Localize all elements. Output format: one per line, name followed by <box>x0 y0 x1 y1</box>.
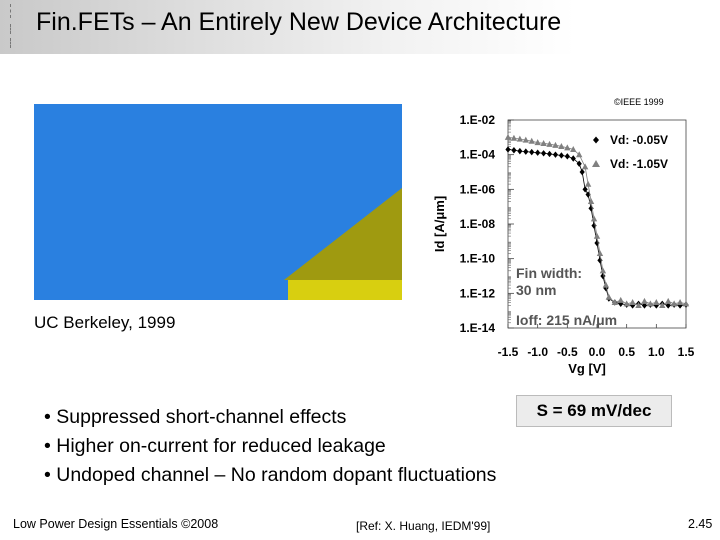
data-point <box>600 267 606 273</box>
bullet-item: • Undoped channel – No random dopant fluctuations <box>44 464 497 486</box>
fin-width-label: Fin width: <box>516 265 583 281</box>
fin-width-value: 30 nm <box>516 282 557 298</box>
copyright-note: ©IEEE 1999 <box>614 97 664 107</box>
data-point <box>565 153 570 159</box>
data-point <box>641 298 647 304</box>
data-point <box>591 215 597 221</box>
x-axis-label: Vg [V] <box>568 361 606 376</box>
y-tick-label: 1.E-06 <box>459 182 495 197</box>
data-point <box>571 155 576 161</box>
image-caption: UC Berkeley, 1999 <box>34 313 176 332</box>
legend-marker <box>592 160 600 167</box>
data-point <box>553 151 558 157</box>
data-point <box>505 146 510 152</box>
x-tick-label: -0.5 <box>556 345 578 359</box>
data-point <box>535 149 540 155</box>
y-tick-label: 1.E-02 <box>459 113 495 127</box>
x-tick-label: 1.5 <box>677 345 695 359</box>
data-point <box>541 150 546 156</box>
x-tick-label: 0.5 <box>618 345 636 359</box>
page-number: 2.45 <box>688 517 713 531</box>
data-point <box>585 181 591 187</box>
x-tick-label: 0.0 <box>588 345 606 359</box>
y-tick-label: 1.E-04 <box>459 147 495 162</box>
data-point <box>559 152 564 158</box>
id-vg-chart <box>424 96 700 383</box>
slide-title: Fin.FETs – An Entirely New Device Architecture <box>36 8 562 36</box>
data-point <box>583 186 588 192</box>
data-point <box>629 299 635 305</box>
fin-base-strip <box>288 280 402 300</box>
y-tick-label: 1.E-12 <box>459 286 495 301</box>
data-point <box>580 169 585 175</box>
x-tick-label: 1.0 <box>647 345 665 359</box>
legend-label: Vd: -1.05V <box>610 157 669 171</box>
data-point <box>653 299 659 305</box>
data-point <box>517 148 522 154</box>
data-point <box>677 299 683 305</box>
y-axis-label: Id [A/μm] <box>432 195 447 253</box>
fin-gate-wedge <box>284 188 402 280</box>
y-tick-label: 1.E-10 <box>459 251 495 266</box>
subthreshold-slope-label: S = 69 mV/dec <box>516 395 672 427</box>
footer-reference: [Ref: X. Huang, IEDM'99] <box>356 519 491 533</box>
data-point <box>665 298 671 304</box>
x-tick-label: -1.0 <box>527 345 549 359</box>
data-point <box>582 163 588 169</box>
data-point <box>606 294 612 300</box>
divider-mark <box>10 4 11 18</box>
divider-mark <box>10 38 11 48</box>
bullet-item: • Higher on-current for reduced leakage <box>44 435 386 457</box>
data-point <box>529 149 534 155</box>
data-point <box>594 233 600 239</box>
data-point <box>603 282 609 288</box>
y-tick-label: 1.E-08 <box>459 217 495 231</box>
data-point <box>597 250 603 256</box>
finfet-micrograph <box>34 104 402 300</box>
legend-label: Vd: -0.05V <box>610 133 669 147</box>
data-point <box>511 147 516 153</box>
bullet-list <box>44 403 496 490</box>
divider-mark <box>10 24 11 34</box>
data-point <box>659 302 665 308</box>
footer-course: Low Power Design Essentials ©2008 <box>13 517 219 531</box>
x-tick-label: -1.5 <box>497 345 519 359</box>
data-point <box>635 302 641 308</box>
ioff-label: Ioff: 215 nA/μm <box>516 312 618 328</box>
data-point <box>523 148 528 154</box>
legend-marker <box>593 137 599 144</box>
data-point <box>577 161 582 167</box>
y-tick-label: 1.E-14 <box>459 321 495 335</box>
bullet-item: • Suppressed short-channel effects <box>44 406 347 428</box>
data-point <box>547 151 552 157</box>
data-point <box>618 297 624 303</box>
data-point <box>505 134 511 140</box>
